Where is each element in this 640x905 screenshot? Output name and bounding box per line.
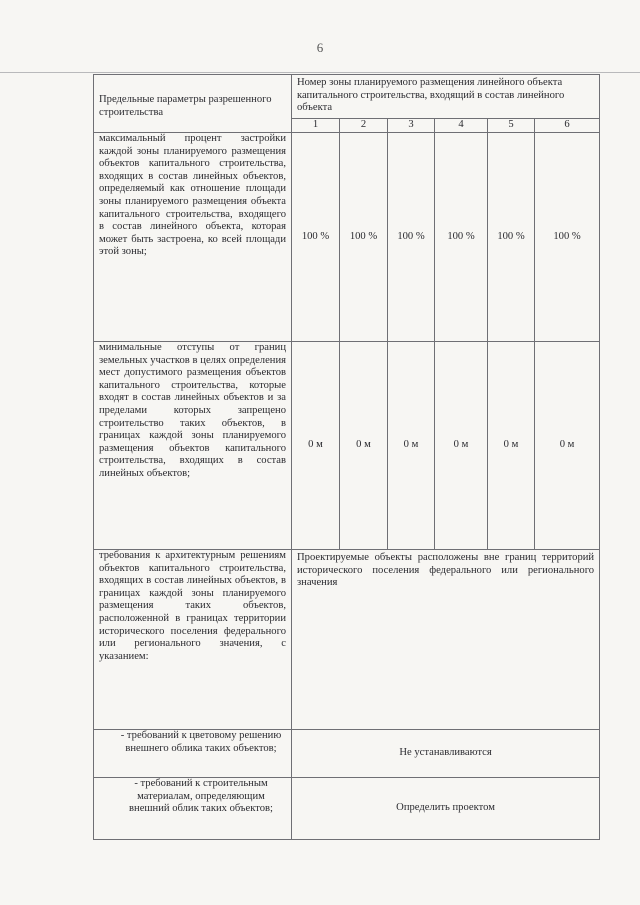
param-cell-architecture: требования к архитектурным решениям объектов капитального строительства, входящих в состав линейных объектов, в границах каждой зоны планируемого размещения таких объектов, расположенной в границах территории исторического поселения федерального или регионального значения, с указанием: <box>94 550 292 730</box>
value-cell: 100 % <box>340 133 388 342</box>
value-cell: 0 м <box>535 342 600 550</box>
value-cell: 100 % <box>388 133 435 342</box>
merged-value-cell: Определить проектом <box>292 778 600 840</box>
header-row <box>94 75 600 119</box>
value-cell: 0 м <box>488 342 535 550</box>
table-row <box>94 133 600 342</box>
param-cell-min-setback: минимальные отступы от границ земельных участков в целях определения мест допустимого размещения объектов капитального строительства, которые входят в состав линейных объектов и за пределами которых запрещено строительство таких объектов, в границах каждой зоны планируемого размещения объектов капитального строительства, входящих в состав линейных объектов; <box>94 342 292 550</box>
param-cell-color: - требований к цветовому решению внешнего облика таких объектов; <box>94 730 292 778</box>
value-cell: 100 % <box>435 133 488 342</box>
table-row <box>94 550 600 730</box>
top-divider <box>0 72 640 73</box>
zone-number-1: 1 <box>292 119 340 133</box>
param-cell-materials: - требований к строительным материалам, определяющим внешний облик таких объектов; <box>94 778 292 840</box>
parameters-table <box>93 74 600 840</box>
value-cell: 100 % <box>488 133 535 342</box>
value-cell: 100 % <box>535 133 600 342</box>
value-cell: 0 м <box>435 342 488 550</box>
zone-number-2: 2 <box>340 119 388 133</box>
merged-value-cell: Не устанавливаются <box>292 730 600 778</box>
value-cell: 0 м <box>292 342 340 550</box>
page-number: 6 <box>316 40 324 55</box>
merged-value-cell: Проектируемые объекты расположены вне границ территорий исторического поселения федерального или регионального значения <box>292 550 600 730</box>
value-cell: 0 м <box>340 342 388 550</box>
zone-number-5: 5 <box>488 119 535 133</box>
header-zone-cell: Номер зоны планируемого размещения линейного объекта капитального строительства, входящий в состав линейного объекта <box>292 75 600 119</box>
table-row <box>94 778 600 840</box>
header-param-cell: Предельные параметры разрешенного строительства <box>94 75 292 133</box>
param-cell-build-percent: максимальный процент застройки каждой зоны планируемого размещения объектов капитального строительства, входящих в состав линейных объектов, определяемый как отношение площади зоны планируемого размещения объекта капитального строительства, входящего в состав линейного объекта, которая может быть застроена, ко всей площади этой зоны; <box>94 133 292 342</box>
value-cell: 100 % <box>292 133 340 342</box>
zone-number-6: 6 <box>535 119 600 133</box>
table-row <box>94 730 600 778</box>
value-cell: 0 м <box>388 342 435 550</box>
table-row <box>94 342 600 550</box>
zone-number-3: 3 <box>388 119 435 133</box>
zone-number-4: 4 <box>435 119 488 133</box>
